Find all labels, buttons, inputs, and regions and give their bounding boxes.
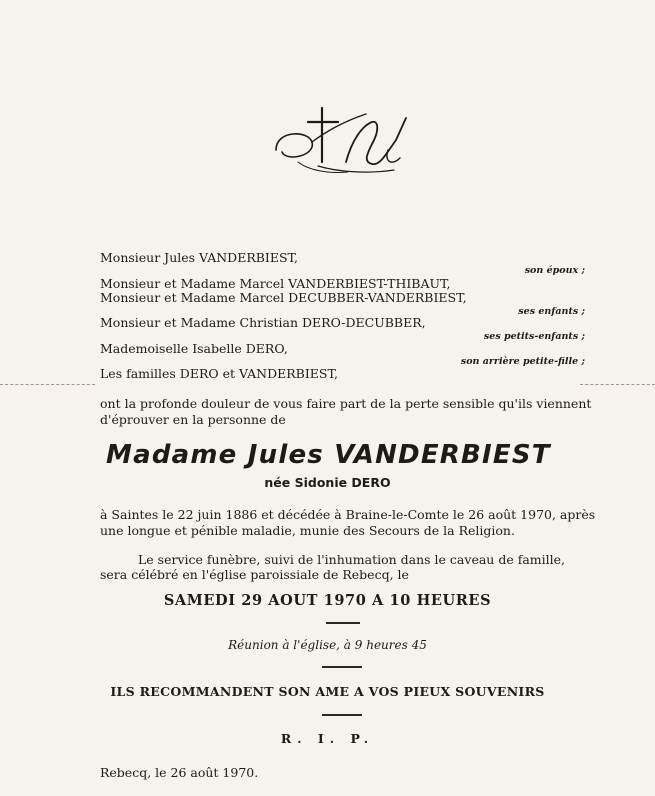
deceased-name: Madame Jules VANDERBIEST bbox=[106, 440, 551, 470]
fold-line bbox=[580, 384, 655, 385]
service-line: sera célébré en l'église paroissiale de Rebecq, le bbox=[100, 567, 409, 582]
cross-monogram-icon bbox=[268, 100, 418, 190]
fold-line bbox=[0, 384, 95, 385]
birth-death-line: une longue et pénible maladie, munie des Secours de la Religion. bbox=[100, 523, 515, 538]
family-member: Monsieur et Madame Christian DERO-DECUBBER, bbox=[100, 315, 426, 330]
birth-death-line: à Saintes le 22 juin 1886 et décédée à Braine-le-Comte le 26 août 1970, après bbox=[100, 507, 596, 522]
rip: R. I. P. bbox=[280, 731, 375, 746]
divider bbox=[322, 666, 362, 668]
family-member: Mademoiselle Isabelle DERO, bbox=[100, 341, 288, 356]
family-member: Monsieur et Madame Marcel VANDERBIEST-THIBAUT, bbox=[100, 276, 451, 291]
maiden-name: née Sidonie DERO bbox=[264, 475, 391, 490]
relation-label: son époux ; bbox=[524, 265, 585, 276]
divider bbox=[322, 714, 362, 716]
relation-label: ses petits-enfants ; bbox=[483, 331, 585, 342]
family-member: Monsieur et Madame Marcel DECUBBER-VANDERBIEST, bbox=[100, 290, 467, 305]
announcement-line: ont la profonde douleur de vous faire part de la perte sensible qu'ils viennent bbox=[100, 396, 592, 411]
divider bbox=[326, 622, 360, 624]
service-line: Le service funèbre, suivi de l'inhumation dans le caveau de famille, bbox=[138, 552, 565, 567]
service-date: SAMEDI 29 AOUT 1970 A 10 HEURES bbox=[163, 592, 492, 609]
announcement-line: d'éprouver en la personne de bbox=[100, 412, 286, 427]
family-member: Monsieur Jules VANDERBIEST, bbox=[100, 250, 299, 265]
reunion-note: Réunion à l'église, à 9 heures 45 bbox=[228, 638, 427, 652]
relation-label: ses enfants ; bbox=[518, 306, 585, 317]
family-member: Les familles DERO et VANDERBIEST, bbox=[100, 366, 338, 381]
relation-label: son arrière petite-fille ; bbox=[460, 356, 585, 367]
place-date: Rebecq, le 26 août 1970. bbox=[100, 765, 259, 780]
recommendation: ILS RECOMMANDENT SON AME A VOS PIEUX SOUVENIRS bbox=[110, 684, 545, 699]
